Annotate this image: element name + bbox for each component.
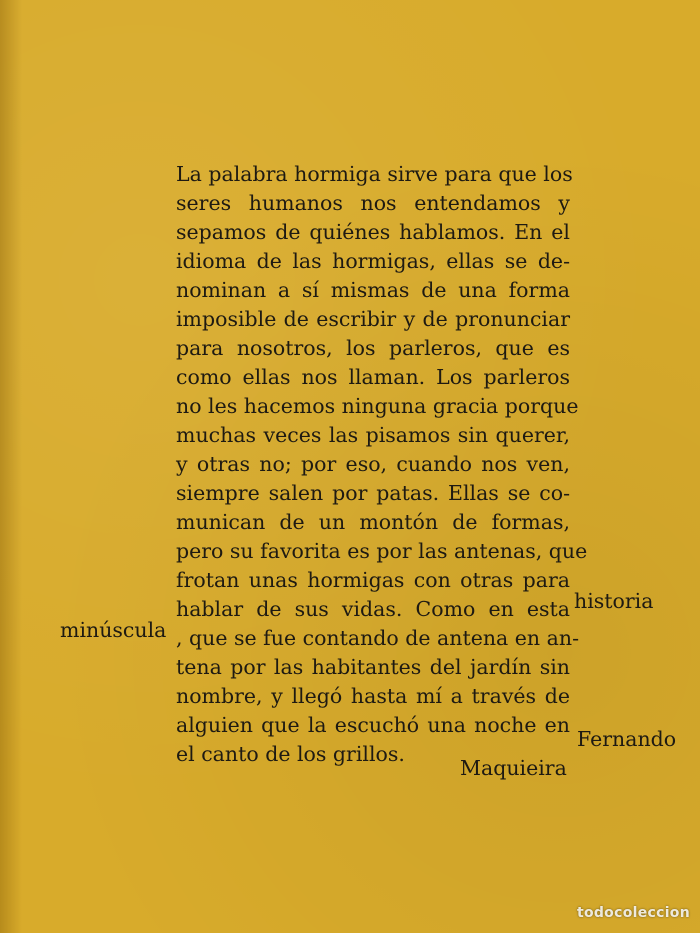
text-line: sepamos de quiénes hablamos. En el <box>176 220 570 244</box>
text-line: tena por las habitantes del jardín sin <box>176 655 570 679</box>
text-line: no les hacemos ninguna gracia porque <box>176 394 579 418</box>
text-line: seres humanos nos entendamos y <box>176 191 570 215</box>
text-line: siempre salen por patas. Ellas se co- <box>176 481 570 505</box>
text-line: y otras no; por eso, cuando nos ven, <box>176 452 570 476</box>
text-line: muchas veces las pisamos sin querer, <box>176 423 570 447</box>
text-line: el canto de los grillos. <box>176 742 405 766</box>
text-line: frotan unas hormigas con otras para <box>176 568 570 592</box>
text-line: munican de un montón de formas, <box>176 510 570 534</box>
author-first-name: Fernando <box>577 727 677 751</box>
back-cover-text <box>176 160 588 769</box>
text-line: idioma de las hormigas, ellas se de- <box>176 249 570 273</box>
text-line: como ellas nos llaman. Los parleros <box>176 365 570 389</box>
text-line: nominan a sí mismas de una forma <box>176 278 570 302</box>
author-last-name: Maquieira <box>460 756 567 780</box>
text-line: imposible de escribir y de pronunciar <box>176 307 570 331</box>
watermark-logo: todocoleccion <box>576 905 690 921</box>
title-word-historia: historia <box>574 589 654 613</box>
text-line: nombre, y llegó hasta mí a través de <box>176 684 570 708</box>
text-line: para nosotros, los parleros, que es <box>176 336 570 360</box>
text-line: , que se fue contando de antena en an- <box>176 626 579 650</box>
text-line: hablar de sus vidas. Como en esta <box>176 597 570 621</box>
text-line: alguien que la escuchó una noche en <box>176 713 570 737</box>
text-line: pero su favorita es por las antenas, que <box>176 539 588 563</box>
title-word-minuscula: minúscula <box>60 618 167 642</box>
spine-shadow <box>0 0 22 933</box>
text-line: La palabra hormiga sirve para que los <box>176 162 573 186</box>
